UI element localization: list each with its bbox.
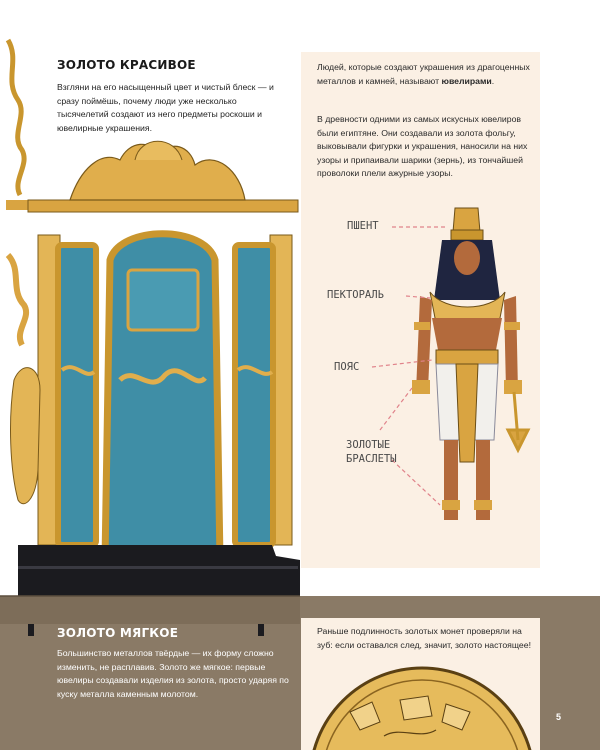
coin-test-text: Раньше подлинность золотых монет проверяли на зуб: если оставался след, значит, золото настоящее! bbox=[317, 626, 531, 650]
page-number: 5 bbox=[556, 712, 562, 722]
heading-gold-beautiful: ЗОЛОТО КРАСИВОЕ bbox=[57, 58, 196, 72]
jewelers-text-before: Людей, которые создают украшения из драгоценных металлов и камней, называют bbox=[317, 62, 530, 86]
callout-pshent: ПШЕНТ bbox=[347, 220, 379, 232]
callout-pectoral: ПЕКТОРАЛЬ bbox=[327, 289, 384, 301]
callout-belt: ПОЯС bbox=[334, 361, 360, 373]
text-gold-soft: Большинство металлов твёрдые — их форму сложно изменить, не расплавив. Золото же мягкое: первые ювелиры создавали изделия из золота, просто ударяя по куску металла каменным молотом. bbox=[57, 648, 289, 699]
jewelers-text-after: . bbox=[491, 75, 495, 86]
egyptian-jewelers-text: В древности одними из самых искусных ювелиров были египтяне. Они создавали из золота фольгу, выковывали фигурки и украшения, наносили на них узоры и припаивали шарики (зернь), из тончайшей проволоки плели ажурные узоры. bbox=[317, 114, 528, 179]
heading-gold-soft: ЗОЛОТО МЯГКОЕ bbox=[57, 626, 179, 640]
text-gold-beautiful: Взгляни на его насыщенный цвет и чистый блеск — и сразу поймёшь, почему люди уже несколько тысячелетий создают из него предметы роскоши и ювелирные украшения. bbox=[57, 82, 274, 133]
callout-bracelets-line1: ЗОЛОТЫЕ bbox=[346, 439, 391, 451]
callout-bracelets-line2: БРАСЛЕТЫ bbox=[346, 453, 397, 465]
jewelers-term: ювелирами bbox=[441, 75, 492, 86]
